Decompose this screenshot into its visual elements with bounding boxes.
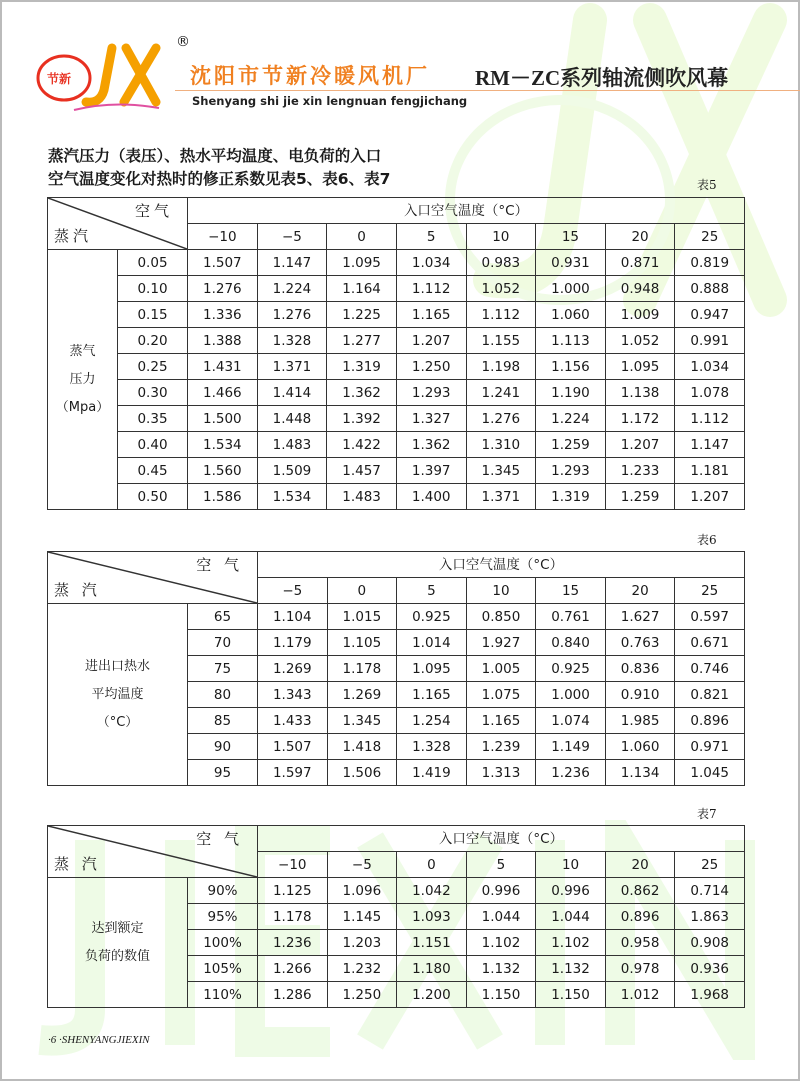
value-cell: 1.015 xyxy=(327,604,397,630)
corner-bottom: 蒸 汽 xyxy=(54,855,101,873)
value-cell: 1.190 xyxy=(536,380,606,406)
value-cell: 0.978 xyxy=(605,956,675,982)
group-header: 入口空气温度（°C） xyxy=(258,826,745,852)
corner-top: 空 气 xyxy=(196,830,243,848)
row-key: 90% xyxy=(188,878,258,904)
value-cell: 0.958 xyxy=(605,930,675,956)
value-cell: 1.534 xyxy=(188,432,258,458)
correction-table xyxy=(47,825,745,1008)
table-row xyxy=(48,406,745,432)
value-cell: 1.863 xyxy=(675,904,745,930)
value-cell: 1.239 xyxy=(466,734,536,760)
header-row xyxy=(48,552,745,578)
column-header: 20 xyxy=(605,578,675,604)
row-key: 105% xyxy=(188,956,258,982)
value-cell: 1.319 xyxy=(536,484,606,510)
table-row xyxy=(48,878,745,904)
column-header: 5 xyxy=(396,224,466,250)
value-cell: 1.156 xyxy=(536,354,606,380)
table-row xyxy=(48,354,745,380)
value-cell: 1.095 xyxy=(605,354,675,380)
value-cell: 1.096 xyxy=(327,878,397,904)
value-cell: 1.586 xyxy=(188,484,258,510)
value-cell: 1.165 xyxy=(466,708,536,734)
row-key: 0.35 xyxy=(118,406,188,432)
row-key: 80 xyxy=(188,682,258,708)
value-cell: 1.045 xyxy=(675,760,745,786)
column-header: 15 xyxy=(536,578,606,604)
value-cell: 1.095 xyxy=(397,656,467,682)
row-key: 110% xyxy=(188,982,258,1008)
value-cell: 1.483 xyxy=(257,432,327,458)
row-key: 0.45 xyxy=(118,458,188,484)
value-cell: 1.155 xyxy=(466,328,536,354)
value-cell: 0.597 xyxy=(675,604,745,630)
value-cell: 1.328 xyxy=(257,328,327,354)
row-key: 65 xyxy=(188,604,258,630)
correction-table xyxy=(47,551,745,786)
table-row xyxy=(48,328,745,354)
column-header: 10 xyxy=(466,578,536,604)
table-row xyxy=(48,302,745,328)
value-cell: 0.819 xyxy=(675,250,745,276)
value-cell: 1.985 xyxy=(605,708,675,734)
table-row xyxy=(48,484,745,510)
value-cell: 0.763 xyxy=(605,630,675,656)
value-cell: 1.052 xyxy=(605,328,675,354)
corner-top: 空 气 xyxy=(196,556,243,574)
value-cell: 1.232 xyxy=(327,956,397,982)
column-header: −5 xyxy=(258,578,328,604)
correction-table xyxy=(47,197,745,510)
value-cell: 1.078 xyxy=(675,380,745,406)
value-cell: 1.138 xyxy=(605,380,675,406)
value-cell: 1.400 xyxy=(396,484,466,510)
row-key: 0.15 xyxy=(118,302,188,328)
value-cell: 0.850 xyxy=(466,604,536,630)
value-cell: 1.313 xyxy=(466,760,536,786)
value-cell: 1.044 xyxy=(466,904,536,930)
column-header: 20 xyxy=(605,224,675,250)
value-cell: 1.362 xyxy=(396,432,466,458)
value-cell: 1.105 xyxy=(327,630,397,656)
row-key: 70 xyxy=(188,630,258,656)
value-cell: 1.034 xyxy=(675,354,745,380)
value-cell: 1.233 xyxy=(605,458,675,484)
row-key: 0.05 xyxy=(118,250,188,276)
row-key: 0.50 xyxy=(118,484,188,510)
value-cell: 1.102 xyxy=(466,930,536,956)
column-header: −10 xyxy=(258,852,328,878)
value-cell: 1.269 xyxy=(327,682,397,708)
value-cell: 1.207 xyxy=(675,484,745,510)
value-cell: 1.397 xyxy=(396,458,466,484)
row-key: 90 xyxy=(188,734,258,760)
value-cell: 1.060 xyxy=(605,734,675,760)
value-cell: 1.319 xyxy=(327,354,397,380)
value-cell: 1.927 xyxy=(466,630,536,656)
value-cell: 1.448 xyxy=(257,406,327,432)
value-cell: 1.075 xyxy=(466,682,536,708)
value-cell: 1.203 xyxy=(327,930,397,956)
value-cell: 1.343 xyxy=(258,682,328,708)
value-cell: 1.293 xyxy=(396,380,466,406)
value-cell: 1.014 xyxy=(397,630,467,656)
value-cell: 1.224 xyxy=(536,406,606,432)
value-cell: 0.862 xyxy=(605,878,675,904)
value-cell: 0.908 xyxy=(675,930,745,956)
company-name: 沈阳市节新冷暖风机厂 xyxy=(190,64,430,88)
column-header: −5 xyxy=(327,852,397,878)
value-cell: 0.971 xyxy=(675,734,745,760)
value-cell: 1.178 xyxy=(327,656,397,682)
value-cell: 1.125 xyxy=(258,878,328,904)
value-cell: 1.422 xyxy=(327,432,397,458)
value-cell: 1.207 xyxy=(605,432,675,458)
column-header: 25 xyxy=(675,852,745,878)
value-cell: 1.277 xyxy=(327,328,397,354)
value-cell: 1.112 xyxy=(466,302,536,328)
value-cell: 1.507 xyxy=(188,250,258,276)
value-cell: 0.925 xyxy=(397,604,467,630)
row-key: 0.40 xyxy=(118,432,188,458)
value-cell: 1.266 xyxy=(258,956,328,982)
column-header: 0 xyxy=(397,852,467,878)
value-cell: 1.052 xyxy=(466,276,536,302)
table-row xyxy=(48,458,745,484)
value-cell: 1.392 xyxy=(327,406,397,432)
value-cell: 1.259 xyxy=(605,484,675,510)
group-header: 入口空气温度（°C） xyxy=(258,552,745,578)
value-cell: 0.836 xyxy=(605,656,675,682)
column-header: 0 xyxy=(327,578,397,604)
value-cell: 0.983 xyxy=(466,250,536,276)
table-row xyxy=(48,432,745,458)
value-cell: 0.896 xyxy=(605,904,675,930)
value-cell: 1.236 xyxy=(536,760,606,786)
value-cell: 1.276 xyxy=(257,302,327,328)
value-cell: 1.200 xyxy=(397,982,467,1008)
row-key: 0.30 xyxy=(118,380,188,406)
value-cell: 1.388 xyxy=(188,328,258,354)
value-cell: 1.113 xyxy=(536,328,606,354)
column-header: 10 xyxy=(536,852,606,878)
value-cell: 1.151 xyxy=(397,930,467,956)
value-cell: 0.948 xyxy=(605,276,675,302)
value-cell: 1.597 xyxy=(258,760,328,786)
value-cell: 1.132 xyxy=(466,956,536,982)
value-cell: 1.074 xyxy=(536,708,606,734)
column-header: 20 xyxy=(605,852,675,878)
value-cell: 1.147 xyxy=(675,432,745,458)
value-cell: 1.000 xyxy=(536,276,606,302)
value-cell: 0.925 xyxy=(536,656,606,682)
intro-text xyxy=(48,145,390,191)
company-logo xyxy=(34,40,164,115)
value-cell: 1.009 xyxy=(605,302,675,328)
table-row xyxy=(48,276,745,302)
value-cell: 1.276 xyxy=(466,406,536,432)
value-cell: 1.145 xyxy=(327,904,397,930)
value-cell: 0.910 xyxy=(605,682,675,708)
value-cell: 1.149 xyxy=(536,734,606,760)
value-cell: 1.178 xyxy=(258,904,328,930)
value-cell: 1.371 xyxy=(257,354,327,380)
row-key: 85 xyxy=(188,708,258,734)
value-cell: 1.093 xyxy=(397,904,467,930)
value-cell: 1.336 xyxy=(188,302,258,328)
value-cell: 1.431 xyxy=(188,354,258,380)
value-cell: 0.931 xyxy=(536,250,606,276)
row-group-label: 蒸气 压力 （Mpa） xyxy=(48,250,118,510)
value-cell: 0.840 xyxy=(536,630,606,656)
value-cell: 1.250 xyxy=(327,982,397,1008)
page-footer: ·6 ·SHENYANGJIEXIN xyxy=(48,1034,150,1046)
value-cell: 1.362 xyxy=(327,380,397,406)
value-cell: 0.996 xyxy=(466,878,536,904)
value-cell: 1.627 xyxy=(605,604,675,630)
column-header: −5 xyxy=(257,224,327,250)
row-key: 95 xyxy=(188,760,258,786)
row-key: 100% xyxy=(188,930,258,956)
product-series: RM－ZC系列轴流侧吹风幕 xyxy=(475,66,729,90)
value-cell: 1.419 xyxy=(397,760,467,786)
value-cell: 1.044 xyxy=(536,904,606,930)
value-cell: 1.104 xyxy=(258,604,328,630)
value-cell: 1.293 xyxy=(536,458,606,484)
value-cell: 1.560 xyxy=(188,458,258,484)
value-cell: 1.150 xyxy=(536,982,606,1008)
value-cell: 1.286 xyxy=(258,982,328,1008)
value-cell: 0.671 xyxy=(675,630,745,656)
value-cell: 1.254 xyxy=(397,708,467,734)
value-cell: 0.936 xyxy=(675,956,745,982)
value-cell: 1.179 xyxy=(258,630,328,656)
value-cell: 1.150 xyxy=(466,982,536,1008)
column-header: 25 xyxy=(675,224,745,250)
value-cell: 1.132 xyxy=(536,956,606,982)
corner-cell xyxy=(48,826,258,878)
intro-line: 空气温度变化对热时的修正系数见表5、表6、表7 xyxy=(48,170,391,188)
value-cell: 1.507 xyxy=(258,734,328,760)
table-label: 表5 xyxy=(697,178,717,192)
value-cell: 1.225 xyxy=(327,302,397,328)
value-cell: 1.310 xyxy=(466,432,536,458)
value-cell: 1.345 xyxy=(327,708,397,734)
value-cell: 0.896 xyxy=(675,708,745,734)
column-header: 25 xyxy=(675,578,745,604)
value-cell: 1.345 xyxy=(466,458,536,484)
value-cell: 1.165 xyxy=(396,302,466,328)
table-label: 表6 xyxy=(697,533,717,547)
value-cell: 1.968 xyxy=(675,982,745,1008)
value-cell: 1.134 xyxy=(605,760,675,786)
table-row xyxy=(48,604,745,630)
row-group-label: 达到额定 负荷的数值 xyxy=(48,878,188,1008)
value-cell: 1.500 xyxy=(188,406,258,432)
column-header: 10 xyxy=(466,224,536,250)
value-cell: 1.095 xyxy=(327,250,397,276)
value-cell: 1.327 xyxy=(396,406,466,432)
row-key: 0.10 xyxy=(118,276,188,302)
column-header: 5 xyxy=(466,852,536,878)
value-cell: 0.991 xyxy=(675,328,745,354)
value-cell: 1.180 xyxy=(397,956,467,982)
value-cell: 1.276 xyxy=(188,276,258,302)
value-cell: 0.947 xyxy=(675,302,745,328)
corner-top: 空气 xyxy=(134,202,173,220)
company-pinyin: Shenyang shi jie xin lengnuan fengjichang xyxy=(192,94,468,108)
row-key: 0.25 xyxy=(118,354,188,380)
value-cell: 1.012 xyxy=(605,982,675,1008)
value-cell: 0.746 xyxy=(675,656,745,682)
value-cell: 1.241 xyxy=(466,380,536,406)
value-cell: 1.414 xyxy=(257,380,327,406)
value-cell: 1.433 xyxy=(258,708,328,734)
value-cell: 1.236 xyxy=(258,930,328,956)
value-cell: 1.466 xyxy=(188,380,258,406)
value-cell: 1.259 xyxy=(536,432,606,458)
value-cell: 1.328 xyxy=(397,734,467,760)
table-row xyxy=(48,250,745,276)
column-header: 15 xyxy=(536,224,606,250)
header-row xyxy=(48,826,745,852)
value-cell: 1.005 xyxy=(466,656,536,682)
value-cell: 1.034 xyxy=(396,250,466,276)
value-cell: 1.147 xyxy=(257,250,327,276)
value-cell: 1.000 xyxy=(536,682,606,708)
value-cell: 1.102 xyxy=(536,930,606,956)
jx-logo-letters xyxy=(86,48,156,102)
corner-cell xyxy=(48,198,188,250)
registered-mark: ® xyxy=(176,34,190,50)
column-header: −10 xyxy=(188,224,258,250)
group-header: 入口空气温度（°C） xyxy=(188,198,745,224)
value-cell: 1.269 xyxy=(258,656,328,682)
intro-line: 蒸汽压力（表压）、热水平均温度、电负荷的入口 xyxy=(48,147,382,165)
value-cell: 1.509 xyxy=(257,458,327,484)
corner-cell xyxy=(48,552,258,604)
value-cell: 1.181 xyxy=(675,458,745,484)
table-row xyxy=(48,380,745,406)
value-cell: 1.418 xyxy=(327,734,397,760)
value-cell: 1.112 xyxy=(675,406,745,432)
value-cell: 1.506 xyxy=(327,760,397,786)
value-cell: 0.761 xyxy=(536,604,606,630)
value-cell: 1.164 xyxy=(327,276,397,302)
column-header: 5 xyxy=(397,578,467,604)
value-cell: 1.483 xyxy=(327,484,397,510)
table-label: 表7 xyxy=(697,807,717,821)
value-cell: 1.165 xyxy=(397,682,467,708)
value-cell: 1.457 xyxy=(327,458,397,484)
value-cell: 1.224 xyxy=(257,276,327,302)
row-group-label: 进出口热水 平均温度 （°C） xyxy=(48,604,188,786)
header-divider xyxy=(175,90,800,91)
value-cell: 1.207 xyxy=(396,328,466,354)
value-cell: 0.714 xyxy=(675,878,745,904)
value-cell: 1.198 xyxy=(466,354,536,380)
value-cell: 1.250 xyxy=(396,354,466,380)
value-cell: 0.888 xyxy=(675,276,745,302)
value-cell: 0.996 xyxy=(536,878,606,904)
column-header: 0 xyxy=(327,224,397,250)
row-key: 75 xyxy=(188,656,258,682)
corner-bottom: 蒸 汽 xyxy=(54,581,101,599)
value-cell: 1.060 xyxy=(536,302,606,328)
header-row xyxy=(48,198,745,224)
svg-text:节新: 节新 xyxy=(47,72,72,86)
value-cell: 0.871 xyxy=(605,250,675,276)
value-cell: 1.534 xyxy=(257,484,327,510)
corner-bottom: 蒸汽 xyxy=(54,227,93,245)
value-cell: 1.112 xyxy=(396,276,466,302)
value-cell: 0.821 xyxy=(675,682,745,708)
row-key: 0.20 xyxy=(118,328,188,354)
value-cell: 1.172 xyxy=(605,406,675,432)
row-key: 95% xyxy=(188,904,258,930)
value-cell: 1.371 xyxy=(466,484,536,510)
value-cell: 1.042 xyxy=(397,878,467,904)
